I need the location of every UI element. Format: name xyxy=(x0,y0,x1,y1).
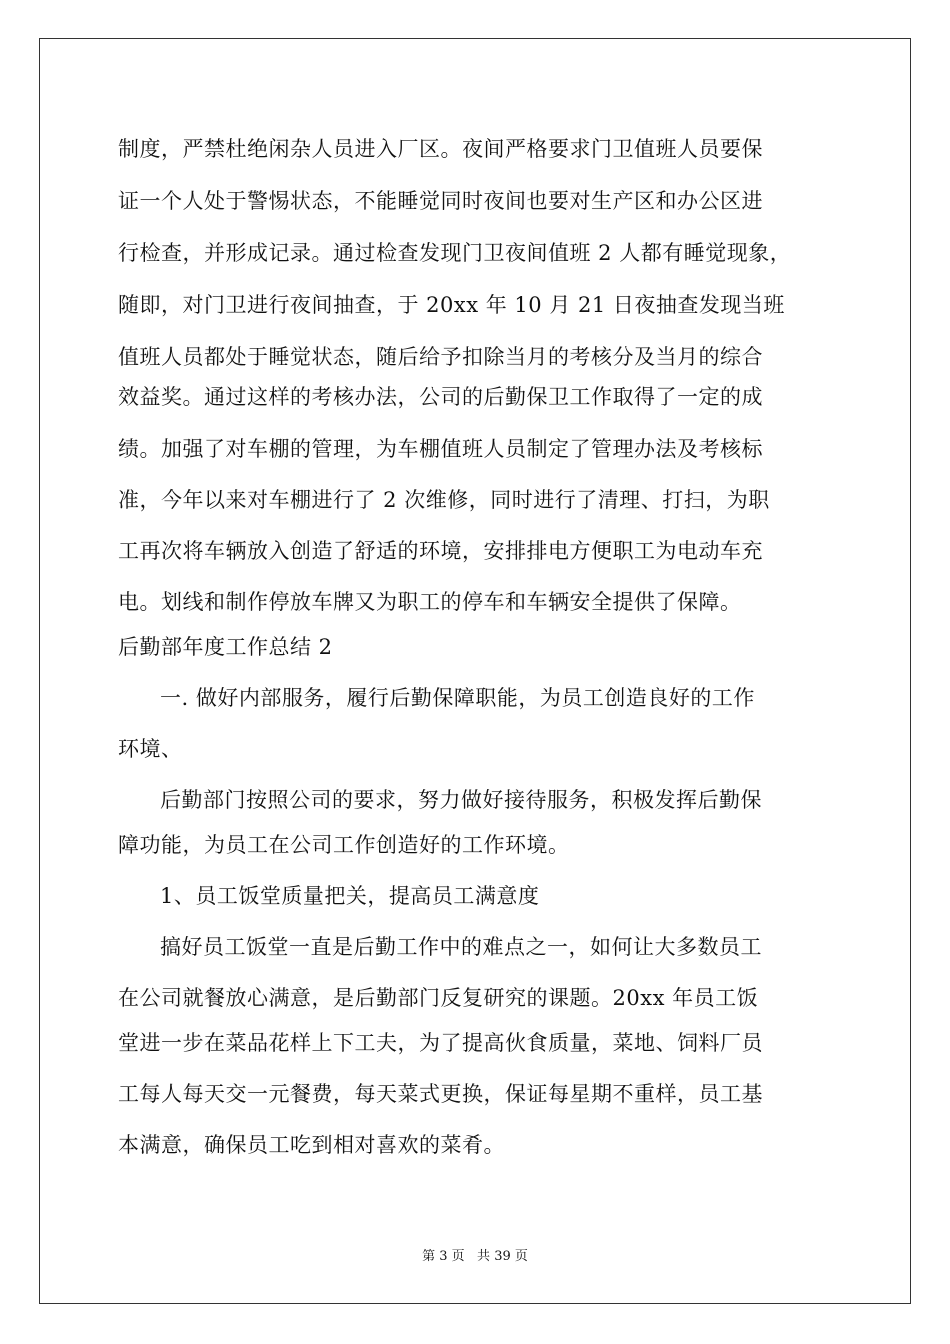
body-text-line: 电。划线和制作停放车牌又为职工的停车和车辆安全提供了保障。 xyxy=(118,590,742,614)
body-text-line: 在公司就餐放心满意，是后勤部门反复研究的课题。20xx 年员工饭 xyxy=(118,986,759,1010)
subsection-heading: 一. 做好内部服务，履行后勤保障职能，为员工创造良好的工作 xyxy=(160,686,755,710)
section-heading: 后勤部年度工作总结 2 xyxy=(118,635,333,659)
body-text-line: 堂进一步在菜品花样上下工夫，为了提高伙食质量，菜地、饲料厂员 xyxy=(118,1031,763,1055)
body-text-line: 环境、 xyxy=(118,737,183,761)
item-heading: 1、员工饭堂质量把关，提高员工满意度 xyxy=(160,884,540,908)
body-text-line: 绩。加强了对车棚的管理，为车棚值班人员制定了管理办法及考核标 xyxy=(118,437,763,461)
body-text-line: 障功能，为员工在公司工作创造好的工作环境。 xyxy=(118,833,570,857)
page-border xyxy=(39,38,911,1304)
body-text-line: 证一个人处于警惕状态，不能睡觉同时夜间也要对生产区和办公区进 xyxy=(118,189,763,213)
page-number-footer: 第 3 页 共 39 页 xyxy=(422,1249,528,1264)
body-text-line: 行检查，并形成记录。通过检查发现门卫夜间值班 2 人都有睡觉现象， xyxy=(118,241,792,265)
body-text-line: 效益奖。通过这样的考核办法，公司的后勤保卫工作取得了一定的成 xyxy=(118,385,763,409)
body-text-line: 工再次将车辆放入创造了舒适的环境，安排排电方便职工为电动车充 xyxy=(118,539,763,563)
body-text-line: 随即，对门卫进行夜间抽查，于 20xx 年 10 月 21 日夜抽查发现当班 xyxy=(118,293,785,317)
body-text-line: 搞好员工饭堂一直是后勤工作中的难点之一，如何让大多数员工 xyxy=(160,935,762,959)
body-text-line: 制度，严禁杜绝闲杂人员进入厂区。夜间严格要求门卫值班人员要保 xyxy=(118,137,763,161)
body-text-line: 准，今年以来对车棚进行了 2 次维修，同时进行了清理、打扫，为职 xyxy=(118,488,770,512)
body-text-line: 后勤部门按照公司的要求，努力做好接待服务，积极发挥后勤保 xyxy=(160,788,762,812)
body-text-line: 值班人员都处于睡觉状态，随后给予扣除当月的考核分及当月的综合 xyxy=(118,345,763,369)
body-text-line: 本满意，确保员工吃到相对喜欢的菜肴。 xyxy=(118,1133,505,1157)
body-text-line: 工每人每天交一元餐费，每天菜式更换，保证每星期不重样，员工基 xyxy=(118,1082,763,1106)
